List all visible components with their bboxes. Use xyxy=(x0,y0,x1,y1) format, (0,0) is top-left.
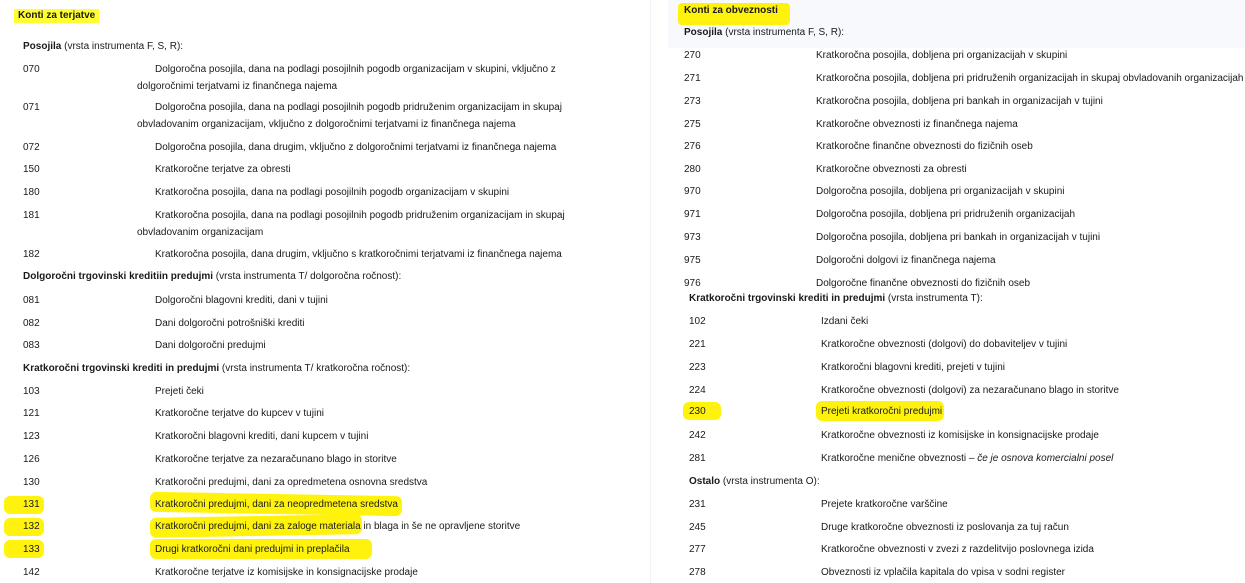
account-description: Dolgoročna posojila, dana drugim, vključno z dolgoročnimi terjatvami iz finančnega najema xyxy=(155,142,557,153)
right-title: Konti za obveznosti xyxy=(684,5,778,16)
account-description: Kratkoročne terjatve za obresti xyxy=(155,164,291,175)
section-heading: Posojila (vrsta instrumenta F, S, R): xyxy=(23,41,184,52)
account-code: 273 xyxy=(684,96,701,107)
account-code: 126 xyxy=(23,454,40,465)
account-description: Kratkoročni blagovni krediti, prejeti v tujini xyxy=(821,362,1005,373)
account-code: 070 xyxy=(23,64,40,75)
account-description: Dolgoročni dolgovi iz finančnega najema xyxy=(816,255,996,266)
account-code: 224 xyxy=(689,385,706,396)
section-heading: Kratkoročni trgovinski krediti in predujmi (vrsta instrumenta T): xyxy=(689,293,983,304)
account-code: 277 xyxy=(689,544,706,555)
account-code: 103 xyxy=(23,386,40,397)
account-description: Kratkoročne terjatve za nezaračunano blago in storitve xyxy=(155,454,397,465)
account-description: Kratkoročne terjatve do kupcev v tujini xyxy=(155,408,324,419)
account-code: 276 xyxy=(684,141,701,152)
account-code: 975 xyxy=(684,255,701,266)
account-description: Kratkoročne menične obveznosti – če je osnova komercialni posel xyxy=(821,453,1114,464)
section-heading: Dolgoročni trgovinski kreditiin predujmi (vrsta instrumenta T/ dolgoročna ročnost): xyxy=(23,271,402,282)
account-description: Kratkoročne obveznosti za obresti xyxy=(816,164,967,175)
account-description: Prejeti čeki xyxy=(155,386,204,397)
account-code: 275 xyxy=(684,119,701,130)
account-description: Kratkoročna posojila, dobljena pri pridruženih organizacijah in skupaj obvladovanih organizacijah xyxy=(816,73,1244,84)
account-code: 223 xyxy=(689,362,706,373)
account-description-cont: obvladovanim organizacijam xyxy=(137,227,264,238)
account-description: Dolgoročne finančne obveznosti do fizičnih oseb xyxy=(816,278,1031,289)
account-description: Izdani čeki xyxy=(821,316,869,327)
account-description: Kratkoročni predujmi, dani za opredmetena osnovna sredstva xyxy=(155,477,428,488)
account-description: Kratkoročne terjatve iz komisijske in konsignacijske prodaje xyxy=(155,567,418,578)
account-code: 976 xyxy=(684,278,701,289)
account-code: 132 xyxy=(23,521,40,532)
left-title: Konti za terjatve xyxy=(14,9,99,23)
account-description-cont: obvladovanim organizacijam, vključno z dolgoročnimi terjatvami iz finančnega najema xyxy=(137,119,516,130)
account-code: 271 xyxy=(684,73,701,84)
liabilities-column xyxy=(668,0,1245,583)
account-description: Kratkoročne finančne obveznosti do fizičnih oseb xyxy=(816,141,1033,152)
account-code: 180 xyxy=(23,187,40,198)
account-description: Dolgoročna posojila, dana na podlagi posojilnih pogodb organizacijam v skupini, vključno z xyxy=(155,64,556,75)
column-divider xyxy=(650,0,651,583)
account-description: Kratkoročna posojila, dana drugim, vključno s kratkoročnimi terjatvami iz finančnega najema xyxy=(155,249,562,260)
account-description: Kratkoročni blagovni krediti, dani kupcem v tujini xyxy=(155,431,369,442)
account-description: Dani dolgoročni potrošniški krediti xyxy=(155,318,305,329)
account-description: Kratkoročni predujmi, dani za zaloge materiala in blaga in še ne opravljene storitve xyxy=(155,521,521,532)
account-description: Kratkoročne obveznosti iz finančnega najema xyxy=(816,119,1018,130)
account-code: 082 xyxy=(23,318,40,329)
account-description: Dolgoročna posojila, dobljena pri organizacijah v skupini xyxy=(816,186,1065,197)
account-description: Dani dolgoročni predujmi xyxy=(155,340,266,351)
account-description: Kratkoročne obveznosti (dolgovi) do dobaviteljev v tujini xyxy=(821,339,1068,350)
account-code: 072 xyxy=(23,142,40,153)
account-description: Kratkoročna posojila, dana na podlagi posojilnih pogodb organizacijam v skupini xyxy=(155,187,510,198)
account-description: Kratkoročna posojila, dana na podlagi posojilnih pogodb pridruženim organizacijam in skupaj xyxy=(155,210,565,221)
account-description: Drugi kratkoročni dani predujmi in preplačila xyxy=(155,544,350,555)
account-code: 280 xyxy=(684,164,701,175)
account-code: 102 xyxy=(689,316,706,327)
account-code: 221 xyxy=(689,339,706,350)
account-code: 278 xyxy=(689,567,706,578)
account-code: 123 xyxy=(23,431,40,442)
account-code: 081 xyxy=(23,295,40,306)
account-description: Dolgoročna posojila, dobljena pri bankah in organizacijah v tujini xyxy=(816,232,1101,243)
account-code: 142 xyxy=(23,567,40,578)
account-code: 150 xyxy=(23,164,40,175)
account-code: 973 xyxy=(684,232,701,243)
account-description-cont: dolgoročnimi terjatvami iz finančnega najema xyxy=(137,81,338,92)
account-description: Kratkoročna posojila, dobljena pri organizacijah v skupini xyxy=(816,50,1068,61)
section-heading: Kratkoročni trgovinski krediti in predujmi (vrsta instrumenta T/ kratkoročna ročnost): xyxy=(23,363,411,374)
account-description: Druge kratkoročne obveznosti iz poslovanja za tuj račun xyxy=(821,522,1069,533)
account-description: Prejeti kratkoročni predujmi xyxy=(821,406,943,417)
account-code: 231 xyxy=(689,499,706,510)
account-code: 121 xyxy=(23,408,40,419)
account-code: 971 xyxy=(684,209,701,220)
account-code: 970 xyxy=(684,186,701,197)
account-code: 270 xyxy=(684,50,701,61)
account-code: 083 xyxy=(23,340,40,351)
account-code: 181 xyxy=(23,210,40,221)
account-code: 242 xyxy=(689,430,706,441)
account-description: Dolgoročna posojila, dana na podlagi posojilnih pogodb pridruženim organizacijam in skupaj xyxy=(155,102,562,113)
account-description: Dolgoročni blagovni krediti, dani v tujini xyxy=(155,295,328,306)
account-code: 130 xyxy=(23,477,40,488)
account-description: Dolgoročna posojila, dobljena pri pridruženih organizacijah xyxy=(816,209,1076,220)
account-code: 131 xyxy=(23,499,40,510)
section-heading: Ostalo (vrsta instrumenta O): xyxy=(689,476,820,487)
account-description: Obveznosti iz vplačila kapitala do vpisa v sodni register xyxy=(821,567,1066,578)
account-description: Kratkoročne obveznosti (dolgovi) za nezaračunano blago in storitve xyxy=(821,385,1119,396)
account-code: 245 xyxy=(689,522,706,533)
account-description: Kratkoročna posojila, dobljena pri bankah in organizacijah v tujini xyxy=(816,96,1103,107)
account-description: Kratkoročni predujmi, dani za neopredmetena sredstva xyxy=(155,499,398,510)
account-code: 133 xyxy=(23,544,40,555)
receivables-column xyxy=(0,0,612,583)
account-code: 071 xyxy=(23,102,40,113)
account-description: Kratkoročne obveznosti iz komisijske in konsignacijske prodaje xyxy=(821,430,1099,441)
account-code: 281 xyxy=(689,453,706,464)
account-code: 230 xyxy=(689,406,706,417)
account-code: 182 xyxy=(23,249,40,260)
account-description: Prejete kratkoročne varščine xyxy=(821,499,948,510)
section-heading: Posojila (vrsta instrumenta F, S, R): xyxy=(684,27,845,38)
account-description: Kratkoročne obveznosti v zvezi z razdelitvijo poslovnega izida xyxy=(821,544,1094,555)
